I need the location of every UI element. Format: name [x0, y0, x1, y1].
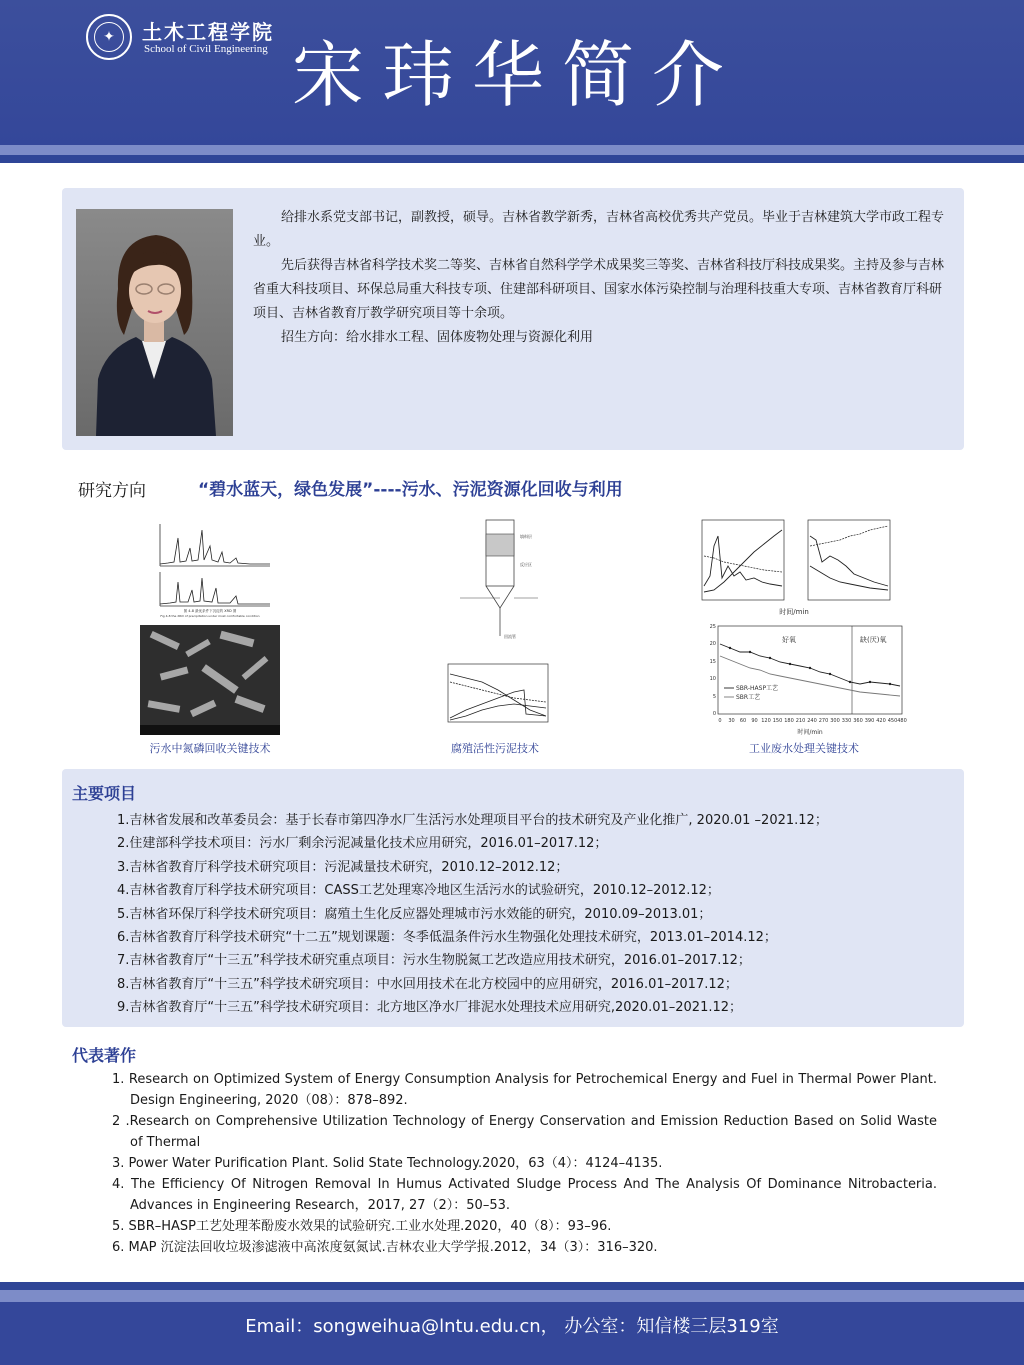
reactor-label: 反应区 — [520, 562, 532, 567]
publication-item: 4. The Efficiency Of Nitrogen Removal In Humus Activated Sludge Process And The Analysis Of Dominance Nitrobacteria. Advances in Engineering Research，2017, 27（2）：50–53. — [112, 1177, 937, 1213]
project-item: 6.吉林省教育厅科学技术研究“十二五”规划课题：冬季低温条件污水生物强化处理技术研究，2013.01–2014.12； — [117, 930, 777, 946]
project-item: 2.住建部科学技术项目：污水厂剩余污泥减量化技术应用研究，2016.01–2017.12； — [117, 836, 608, 852]
bio-paragraph: 给排水系党支部书记，副教授，硕导。吉林省教学新秀，吉林省高校优秀共产党员。毕业于吉林建筑大学市政工程专业。 — [253, 210, 945, 249]
industrial-wastewater-charts-top — [684, 516, 904, 620]
footer-stripe — [0, 1290, 1024, 1302]
legend-sbr: SBR工艺 — [736, 694, 761, 701]
sbr-comparison-chart — [700, 622, 908, 738]
projects-heading: 主要项目 — [72, 784, 137, 803]
figure-caption-3: 工业废水处理关键技术 — [749, 742, 859, 755]
x-tick: 180 — [784, 718, 794, 724]
reactor-label: 填料层 — [520, 534, 532, 539]
x-tick: 210 — [795, 718, 806, 724]
xrd-caption: Fig 4-8 the XRD of precipitation under most comfortable condition — [160, 614, 260, 618]
figure-caption-1: 污水中氮磷回收关键技术 — [149, 742, 271, 755]
x-tick: 360 — [853, 718, 863, 724]
x-tick: 240 — [807, 718, 817, 724]
reactor-label: 回流管 — [504, 634, 516, 639]
footer-stripe-dark — [0, 1282, 1024, 1290]
portrait-photo — [76, 209, 233, 436]
bio-text — [253, 206, 953, 350]
x-tick: 0 — [718, 718, 722, 724]
y-tick: 25 — [709, 624, 716, 630]
y-tick: 20 — [709, 641, 716, 647]
time-axis-label: 时间/min — [797, 729, 823, 736]
school-logo — [86, 14, 274, 60]
reactor-diagram — [420, 516, 570, 644]
bio-paragraph: 先后获得吉林省科学技术奖二等奖、吉林省自然科学学术成果奖三等奖、吉林省科技厅科技成果奖。主持及参与吉林省重大科技项目、环保总局重大科技专项、住建部科研项目、国家水体污染控制与治理科技重大专项、吉林省教育厅科研项目、吉林省教育厅教学研究项目等十余项。 — [253, 258, 945, 321]
bio-paragraph: 招生方向：给水排水工程、固体废物处理与资源化利用 — [281, 330, 594, 345]
research-slogan: “碧水蓝天，绿色发展”----污水、污泥资源化回收与利用 — [198, 480, 623, 500]
project-item: 5.吉林省环保厅科学技术研究项目：腐殖土生化反应器处理城市污水效能的研究，2010.09–2013.01； — [117, 906, 712, 922]
x-tick: 60 — [739, 718, 747, 724]
nitrogen-curves-chart — [436, 660, 560, 734]
legend-hasp: SBR-HASP工艺 — [736, 685, 779, 692]
time-axis-label: 时间/min — [779, 608, 809, 616]
y-tick: 10 — [709, 676, 716, 682]
x-tick: 480 — [897, 718, 907, 724]
header-stripe-dark — [0, 155, 1024, 163]
contact-info: Email：songweihua@lntu.edu.cn， 办公室：知信楼三层319室 — [245, 1316, 779, 1337]
figure-caption-2: 腐殖活性污泥技术 — [451, 742, 539, 755]
anoxic-label: 缺(厌)氧 — [860, 636, 887, 644]
aerobic-label: 好氧 — [782, 636, 796, 644]
projects-list — [117, 809, 957, 1020]
page-title: 宋玮华简介 — [292, 33, 743, 117]
x-tick: 30 — [728, 718, 735, 724]
project-item: 1.吉林省发展和改革委员会：基于长春市第四净水厂生活污水处理项目平台的技术研究及产业化推广, 2020.01 –2021.12； — [117, 813, 828, 828]
project-item: 4.吉林省教育厅科学技术研究项目：CASS工艺处理寒冷地区生活污水的试验研究，2010.12–2012.12； — [117, 883, 720, 899]
project-item: 8.吉林省教育厅“十三五”科学技术研究项目：中水回用技术在北方校园中的应用研究，2016.01–2017.12； — [117, 976, 738, 992]
x-tick: 420 — [876, 718, 886, 724]
header-stripe — [0, 145, 1024, 155]
publication-item: 6. MAP 沉淀法回收垃圾渗滤液中高浓度氨氮试.吉林农业大学学报.2012，34（3）：316–320. — [112, 1240, 658, 1255]
publications-heading: 代表著作 — [72, 1046, 137, 1065]
sem-micrograph — [140, 625, 280, 735]
y-tick: 15 — [709, 659, 716, 665]
publication-item: 2 .Research on Comprehensive Utilization Technology of Energy Conservation and Emission Reduction Based on Solid Waste of Thermal — [112, 1114, 937, 1150]
school-seal-icon: ✦ — [86, 14, 132, 60]
xrd-caption: 图 4-8 最优条件下沉淀的 XRD 图 — [183, 609, 237, 613]
research-label: 研究方向 — [78, 481, 146, 501]
x-tick: 300 — [830, 718, 840, 724]
xrd-figure — [140, 518, 280, 620]
publication-item: 5. SBR–HASP工艺处理苯酚废水效果的试验研究.工业水处理.2020，40（8）：93–96. — [112, 1219, 612, 1234]
project-item: 7.吉林省教育厅“十三五”科学技术研究重点项目：污水生物脱氮工艺改造应用技术研究，2016.01–2017.12； — [117, 953, 751, 969]
school-name-en: School of Civil Engineering — [144, 43, 268, 55]
x-tick: 330 — [841, 718, 852, 724]
x-tick: 390 — [864, 718, 875, 724]
y-tick: 5 — [712, 694, 716, 700]
x-tick: 120 — [761, 718, 771, 724]
publications-list — [112, 1069, 937, 1258]
x-tick: 150 — [772, 718, 783, 724]
x-tick: 450 — [887, 718, 898, 724]
publication-item: 1. Research on Optimized System of Energy Consumption Analysis for Petrochemical Energy and Fuel in Thermal Power Plant. Design Engineering, 2020（08）：878–892. — [112, 1072, 937, 1108]
school-name-cn: 土木工程学院 — [142, 20, 274, 44]
x-tick: 90 — [751, 718, 758, 724]
x-tick: 270 — [818, 718, 829, 724]
project-item: 3.吉林省教育厅科学技术研究项目：污泥减量技术研究，2010.12–2012.12； — [117, 859, 569, 875]
project-item: 9.吉林省教育厅“十三五”科学技术研究项目：北方地区净水厂排泥水处理技术应用研究,2020.01–2021.12； — [117, 1000, 743, 1016]
publication-item: 3. Power Water Purification Plant. Solid State Technology.2020，63（4）：4124–4135. — [112, 1156, 663, 1171]
y-tick: 0 — [712, 711, 716, 717]
